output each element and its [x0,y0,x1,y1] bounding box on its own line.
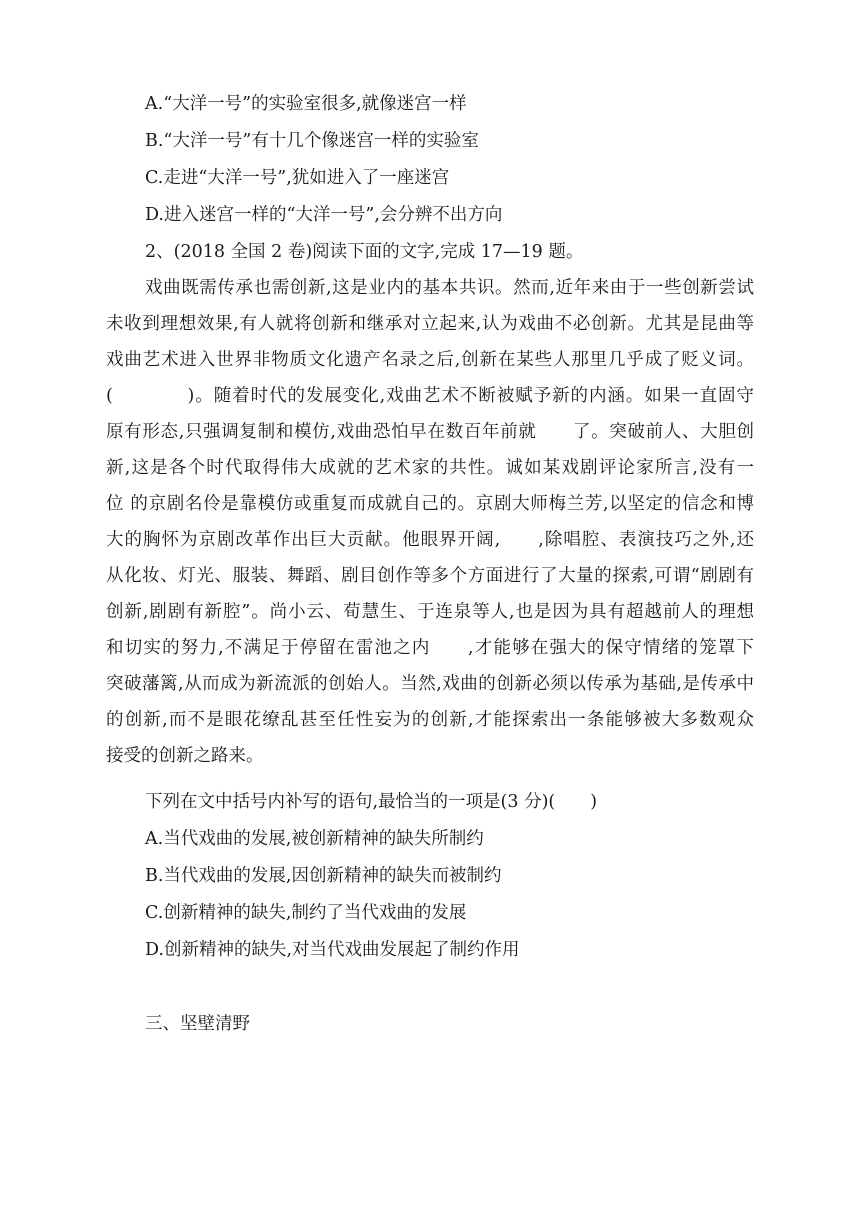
passage-line: 创新,剧剧有新腔”。尚小云、荀慧生、于连泉等人,也是因为具有超越前人的理想 [106,602,754,622]
passage-line: 新,这是各个时代取得伟大成就的艺术家的共性。诚如某戏剧评论家所言,没有一 [106,458,754,478]
q2-option-d: D.创新精神的缺失,对当代戏曲发展起了制约作用 [145,940,520,960]
q2-heading: 2、(2018 全国 2 卷)阅读下面的文字,完成 17—19 题。 [145,242,584,262]
q2-option-a: A.当代戏曲的发展,被创新精神的缺失所制约 [145,829,484,849]
q1-option-c: C.走进“大洋一号”,犹如进入了一座迷宫 [145,168,450,188]
passage-line: 从化妆、灯光、服装、舞蹈、剧目创作等多个方面进行了大量的探索,可谓“剧剧有 [106,566,754,586]
q1-option-b: B.“大洋一号”有十几个像迷宫一样的实验室 [145,131,479,151]
q1-option-a: A.“大洋一号”的实验室很多,就像迷宫一样 [145,94,467,114]
passage-line: 和切实的努力,不满足于停留在雷池之内 ,才能够在强大的保守情绪的笼罩下 [106,638,754,658]
passage-line: 大的胸怀为京剧改革作出巨大贡献。他眼界开阔, ,除唱腔、表演技巧之外,还 [106,530,754,550]
passage-line: ( )。随着时代的发展变化,戏曲艺术不断被赋予新的内涵。如果一直固守 [106,386,754,406]
q2-option-c: C.创新精神的缺失,制约了当代戏曲的发展 [145,903,467,923]
q1-option-d: D.进入迷宫一样的“大洋一号”,会分辨不出方向 [145,205,503,225]
passage-line: 未收到理想效果,有人就将创新和继承对立起来,认为戏曲不必创新。尤其是昆曲等 [106,314,754,334]
passage-line: 戏曲既需传承也需创新,这是业内的基本共识。然而,近年来由于一些创新尝试 [145,278,754,298]
passage-line: 接受的创新之路来。 [106,746,264,766]
section-3-heading: 三、坚壁清野 [145,1014,250,1034]
q2-option-b: B.当代戏曲的发展,因创新精神的缺失而被制约 [145,866,502,886]
passage-line: 位 的京剧名伶是靠模仿或重复而成就自己的。京剧大师梅兰芳,以坚定的信念和博 [106,494,754,514]
passage-line: 戏曲艺术进入世界非物质文化遗产名录之后,创新在某些人那里几乎成了贬义词。 [106,350,754,370]
passage-line: 的创新,而不是眼花缭乱甚至任性妄为的创新,才能探索出一条能够被大多数观众 [106,710,754,730]
passage-line: 突破藩篱,从而成为新流派的创始人。当然,戏曲的创新必须以传承为基础,是传承中 [106,674,754,694]
passage-line: 原有形态,只强调复制和模仿,戏曲恐怕早在数百年前就 了。突破前人、大胆创 [106,422,754,442]
q2-prompt: 下列在文中括号内补写的语句,最恰当的一项是(3 分)( ) [145,792,598,812]
